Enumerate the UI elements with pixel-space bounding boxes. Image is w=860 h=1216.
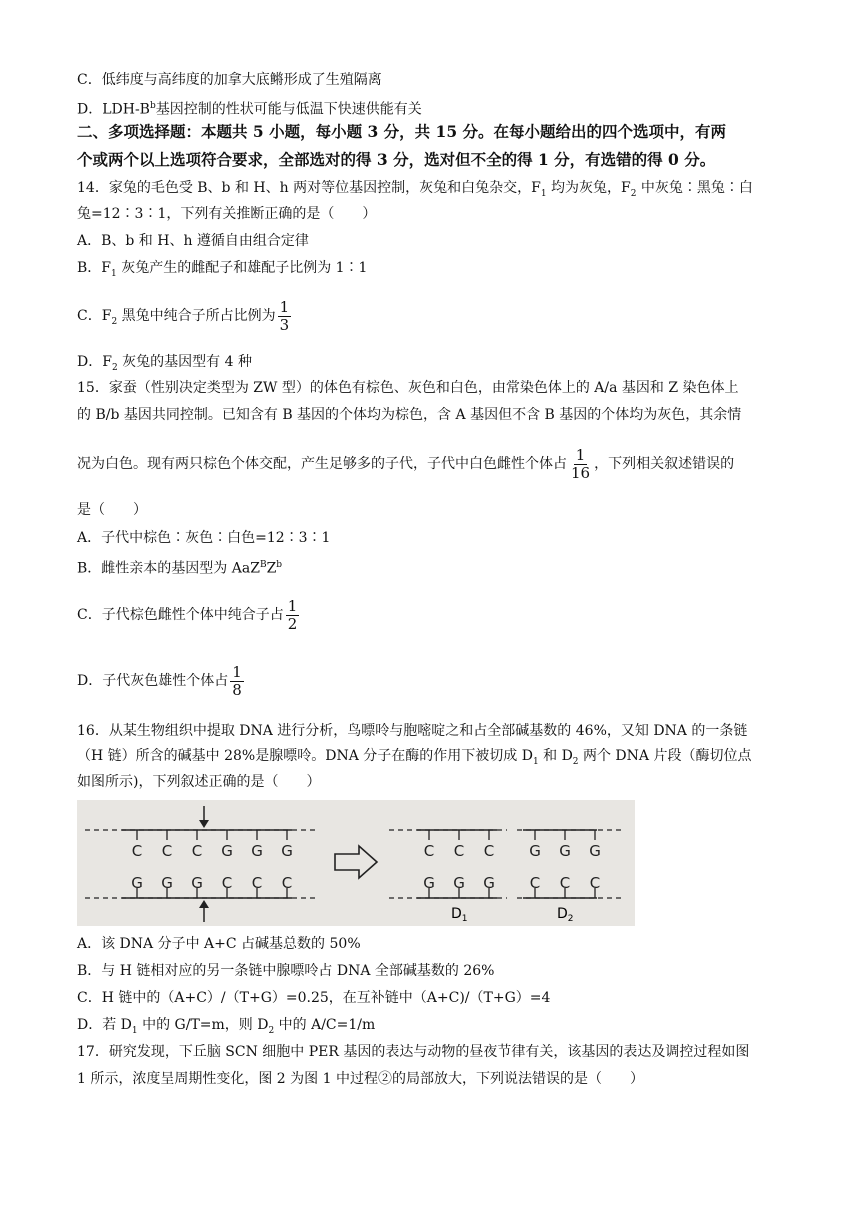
cut-arrow-top-icon <box>199 820 209 828</box>
q16-option-a: A．该 DNA 分子中 A+C 占碱基总数的 50% <box>77 936 361 952</box>
q16-option-d: D．若 $D_1$ 中的 G/T=m，则 $D_2$ 中的 A/C=1/m <box>77 1017 376 1036</box>
q17-stem-line1: 17．研究发现，下丘脑 SCN 细胞中 PER 基因的表达与动物的昼夜节律有关，该基因的表达及调控过程如图 <box>77 1044 750 1060</box>
section2-header-line1: 二、多项选择题：本题共 5 小题，每小题 3 分，共 15 分。在每小题给出的四个选项中，有两 <box>77 122 727 141</box>
fraction: $\frac{1}{16}$ <box>571 445 591 482</box>
q15-option-d: D．子代灰色雄性个体占 $\frac{1}{8}$ <box>77 662 242 699</box>
label-d1: $D_1$ <box>451 906 468 924</box>
fraction: $\frac{1}{2}$ <box>287 596 298 633</box>
q15-option-a: A．子代中棕色∶灰色∶白色=12∶3∶1 <box>77 530 331 546</box>
base-d1-top-1: C <box>423 842 435 860</box>
base-left-bottom-1: G <box>131 874 143 892</box>
fraction: $\frac{1}{3}$ <box>279 297 290 334</box>
q17-stem-line2: 1 所示，浓度呈周期性变化，图 2 为图 1 中过程②的局部放大，下列说法错误的是（ ） <box>77 1071 644 1087</box>
base-left-top-6: G <box>281 842 293 860</box>
q16-stem-line3: 如图所示)，下列叙述正确的是（ ） <box>77 774 321 790</box>
dna-cut-figure <box>77 800 635 926</box>
q15-option-c: C．子代棕色雌性个体中纯合子占 $\frac{1}{2}$ <box>77 596 298 633</box>
base-d2-top-3: G <box>589 842 601 860</box>
q14-stem-line1: 14．家兔的毛色受 B、b 和 H、h 两对等位基因控制，灰兔和白兔杂交，$F_1$ 均为灰兔，$F_2$ 中灰兔∶黑兔∶白 <box>77 180 753 199</box>
base-d1-bottom-1: G <box>423 874 435 892</box>
base-d1-bottom-2: G <box>453 874 465 892</box>
q15-stem-line2: 的 B/b 基因共同控制。已知含有 B 基因的个体均为棕色，含 A 基因但不含 B 基因的个体均为灰色，其余情 <box>77 407 742 423</box>
q13-option-c: C．低纬度与高纬度的加拿大底鳉形成了生殖隔离 <box>77 72 382 88</box>
q14-stem-line2: 兔=12∶3∶1，下列有关推断正确的是（ ） <box>77 206 377 222</box>
base-left-top-4: G <box>221 842 233 860</box>
q16-option-b: B．与 H 链相对应的另一条链中腺嘌呤占 DNA 全部碱基数的 26% <box>77 963 495 979</box>
base-left-top-1: C <box>131 842 143 860</box>
base-d1-top-3: C <box>483 842 495 860</box>
base-left-bottom-4: C <box>221 874 233 892</box>
q14-option-d: D．$F_2$ 灰兔的基因型有 4 种 <box>77 354 252 373</box>
base-d2-top-2: G <box>559 842 571 860</box>
q16-stem-line1: 16．从某生物组织中提取 DNA 进行分析，鸟嘌呤与胞嘧啶之和占全部碱基数的 46%，又知 DNA 的一条链 <box>77 723 748 739</box>
base-d2-bottom-1: C <box>529 874 541 892</box>
base-left-top-2: C <box>161 842 173 860</box>
base-d2-top-1: G <box>529 842 541 860</box>
q14-option-c: C．$F_2$ 黑兔中纯合子所占比例为 $\frac{1}{3}$ <box>77 297 290 334</box>
base-d1-bottom-3: G <box>483 874 495 892</box>
base-d2-bottom-3: C <box>589 874 601 892</box>
q15-stem-line1: 15．家蚕（性别决定类型为 ZW 型）的体色有棕色、灰色和白色，由常染色体上的 A/a 基因和 Z 染色体上 <box>77 380 739 396</box>
section2-header-line2: 个或两个以上选项符合要求，全部选对的得 3 分，选对但不全的得 1 分，有选错的得 0 分。 <box>77 150 716 169</box>
base-d1-top-2: C <box>453 842 465 860</box>
base-left-top-3: C <box>191 842 203 860</box>
label-d2: $D_2$ <box>557 906 574 924</box>
base-left-top-5: G <box>251 842 263 860</box>
q15-option-b: B．雌性亲本的基因型为 $AaZ^BZ^b$ <box>77 560 283 577</box>
q14-option-b: B．$F_1$ 灰兔产生的雌配子和雄配子比例为 1∶1 <box>77 260 368 279</box>
q16-option-c: C．H 链中的（A+C）/（T+G）=0.25，在互补链中（A+C)/（T+G）=4 <box>77 990 551 1006</box>
q16-stem-line2: （H 链）所含的碱基中 28%是腺嘌呤。DNA 分子在酶的作用下被切成 $D_1$ 和 $D_2$ 两个 DNA 片段（酶切位点 <box>77 748 752 767</box>
base-left-bottom-5: C <box>251 874 263 892</box>
fraction: $\frac{1}{8}$ <box>232 662 242 699</box>
base-left-bottom-2: G <box>161 874 173 892</box>
base-d2-bottom-2: C <box>559 874 571 892</box>
q14-option-a: A．B、b 和 H、h 遵循自由组合定律 <box>77 233 309 249</box>
q13-option-d: D．LDH-$B^b$基因控制的性状可能与低温下快速供能有关 <box>77 101 422 118</box>
transform-arrow-icon <box>335 846 377 878</box>
q15-stem-line4: 是（ ） <box>77 502 147 518</box>
cut-arrow-bottom-icon <box>199 900 209 908</box>
base-left-bottom-3: G <box>191 874 203 892</box>
q15-stem-line3: 况为白色。现有两只棕色个体交配，产生足够多的子代，子代中白色雌性个体占 $\frac{1}{16}$ ，下列相关叙述错误的 <box>77 445 735 482</box>
base-left-bottom-6: C <box>281 874 293 892</box>
